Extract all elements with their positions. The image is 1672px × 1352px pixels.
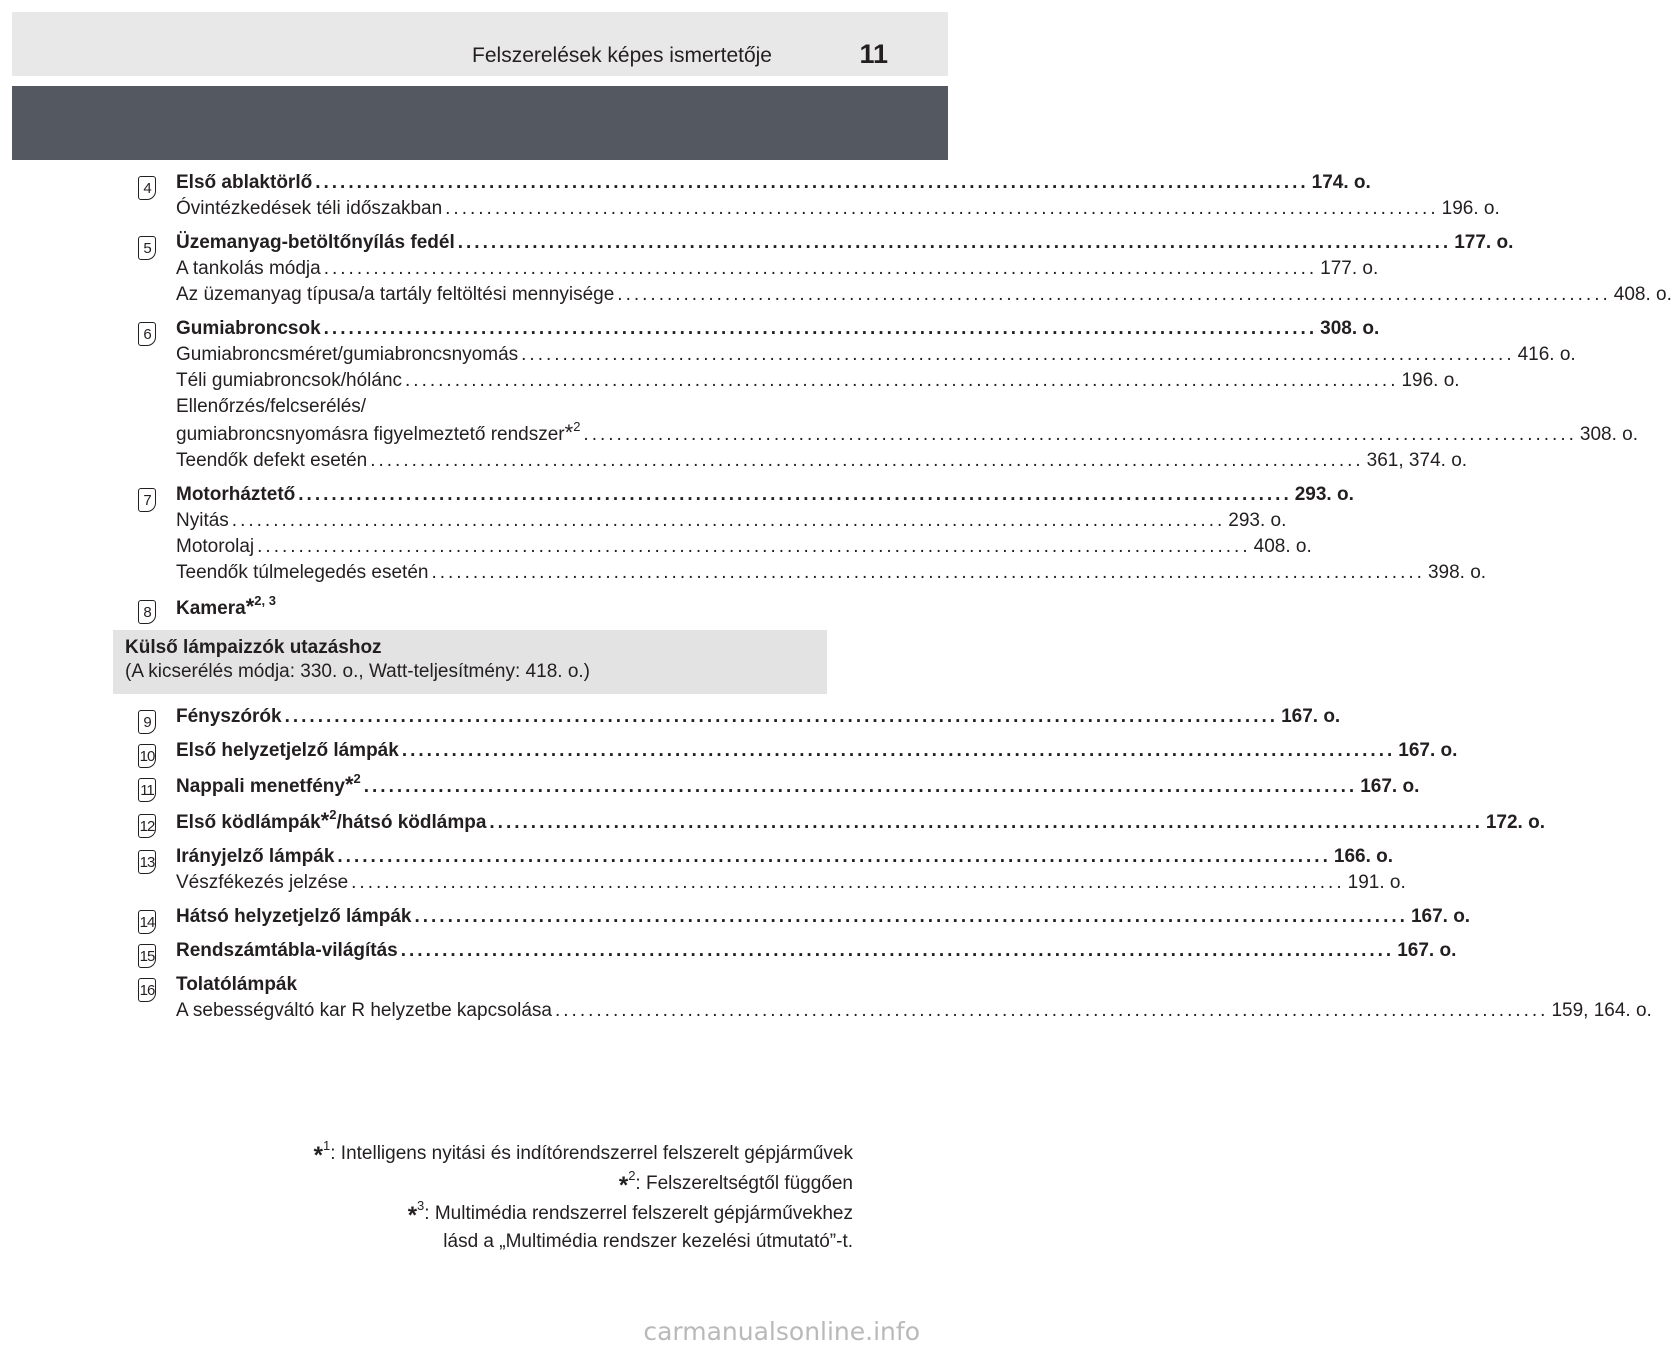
dot-leader: ........................................................................................................................ [323,318,1318,339]
entry-label-text: Első helyzetjelző lámpák [176,740,399,761]
page-reference: 361, 374. o. [1366,450,1468,471]
dot-leader: ........................................................................................................................ [257,536,1251,557]
footnote-line [314,1138,853,1168]
dot-leader: ........................................................................................................................ [445,198,1439,219]
footnote-ref: 2 [353,770,361,786]
list-entry [138,904,1471,931]
entry-heading [176,594,811,622]
dot-leader: ........................................................................................................................ [298,484,1292,505]
page-reference: 191. o. [1347,872,1406,893]
entry-label [176,420,580,448]
list-entry [138,844,1406,896]
entry-heading [176,770,1420,800]
entry-label-text: A sebességváltó kar R helyzetbe kapcsolása [176,1000,552,1021]
footnote-ref: 2, 3 [254,592,276,608]
entry-label-text: Vészfékezés jelzése [176,872,349,893]
footnote-ref: 2 [329,806,337,822]
entry-label [176,256,321,282]
entry-label-text: Első ködlámpák [176,812,321,833]
entry-label [176,368,402,394]
entry-label [176,170,312,196]
item-number-badge: 14 [138,910,156,934]
entry-label [176,904,411,930]
page-reference: 167. o. [1360,776,1420,797]
entry-heading [176,806,1546,836]
entry-subitem [176,368,1460,394]
page-reference: 159, 164. o. [1551,1000,1652,1021]
dot-leader: ........................................................................................................................ [401,740,1396,761]
dot-leader: ........................................................................................................................ [315,172,1309,193]
entry-label [176,230,455,256]
dot-leader: ........................................................................................................................ [521,344,1515,365]
entry-label [176,870,348,896]
entry-list-top [138,170,1672,622]
dot-leader: ........................................................................................................................ [555,1000,1549,1021]
entry-subitem [176,998,1652,1024]
entry-label-text: Nyitás [176,510,229,531]
page-reference: 408. o. [1253,536,1312,557]
item-number-badge: 4 [138,176,156,200]
entry-label-text: Üzemanyag-betöltőnyílás fedél [176,232,455,253]
entry-label-text: Ellenőrzés/felcserélés/ [176,396,367,417]
item-number-badge: 9 [138,710,156,734]
entry-heading [176,316,1380,342]
entry-label [176,772,361,800]
entry-heading [176,482,1354,508]
entry-heading [176,972,811,998]
footnote-star: * [313,1142,323,1169]
footnote-text: lásd a „Multimédia rendszer kezelési útmutató”-t. [443,1231,853,1252]
footnote-line [314,1168,853,1198]
list-entry [138,704,1341,731]
footnote-star: * [320,808,330,833]
item-number-badge: 7 [138,488,156,512]
entry-label [176,534,254,560]
footnote-mark: 1 [323,1137,331,1153]
item-number-badge: 6 [138,322,156,346]
dot-leader: ........................................................................................................................ [431,562,1425,583]
entry-subitem [176,394,811,420]
footnote-text: : Felszereltségtől függően [635,1173,853,1194]
entry-label-text: Rendszámtábla-világítás [176,940,398,961]
section-title: Külső lámpaizzók utazáshoz [125,637,382,658]
list-entry [138,482,1487,586]
page-reference: 172. o. [1485,812,1546,833]
entry-label-text: Teendők túlmelegedés esetén [176,562,429,583]
entry-heading [176,844,1394,870]
page-reference: 167. o. [1398,740,1458,761]
entry-subitem [176,196,1500,222]
entry-label-text: Az üzemanyag típusa/a tartály feltöltési mennyisége [176,284,615,305]
entry-label [176,938,398,964]
page-reference: 177. o. [1454,232,1514,253]
page-number: 11 [859,39,888,69]
entry-label-text: Teendők defekt esetén [176,450,368,471]
list-entry [138,738,1458,765]
list-entry [138,170,1500,222]
dot-leader: ........................................................................................................................ [400,940,1395,961]
section-box [113,630,827,694]
footnote-star: * [407,1202,418,1229]
footnote-line [314,1228,853,1256]
footnote-mark: 3 [417,1197,425,1213]
page-reference: 408. o. [1613,284,1672,305]
dot-leader: ........................................................................................................................ [323,258,1318,279]
dot-leader: ........................................................................................................................ [337,846,1331,867]
entry-label [176,396,366,417]
entry-label [176,448,367,474]
list-entry [138,594,828,622]
entry-label-text: A tankolás módja [176,258,321,279]
entry-label-text: Hátsó helyzetjelző lámpák [176,906,412,927]
page-reference: 293. o. [1228,510,1287,531]
entry-label-text: Kamera [176,598,246,619]
item-number-badge: 10 [138,744,156,768]
entry-label [176,844,334,870]
footnote-star: * [245,594,255,619]
entry-label-text: Gumiabroncsméret/gumiabroncsnyomás [176,344,519,365]
entry-heading [176,904,1471,930]
list-entry [138,806,1546,836]
header-dark-band [12,86,948,160]
entry-label [176,508,229,534]
page-reference: 416. o. [1517,344,1576,365]
entry-subitem [176,448,1468,474]
entry-label-text: gumiabroncsnyomásra figyelmeztető rendszer [176,424,565,445]
page-reference: 196. o. [1401,370,1460,391]
page-reference: 166. o. [1333,846,1394,867]
dot-leader: ........................................................................................................................ [370,450,1364,471]
page-reference: 293. o. [1294,484,1354,505]
footnote-mark: 2 [628,1167,636,1183]
entry-heading [176,230,1514,256]
entry-subitem [176,418,1638,448]
entry-label [176,316,321,342]
entry-label [176,808,486,836]
content [125,170,1672,1032]
entry-heading [176,738,1458,764]
entry-label-text: Nappali menetfény [176,776,345,797]
entry-label-suffix: /hátsó ködlámpa [336,812,487,833]
dot-leader: ........................................................................................................................ [363,776,1358,797]
footnote-text: : Intelligens nyitási és indítórendszerrel felszerelt gépjárművek [330,1143,853,1164]
entry-subitem [176,534,1312,560]
entry-label [176,560,428,586]
item-number-badge: 11 [138,778,156,802]
page-reference: 308. o. [1320,318,1380,339]
entry-label-text: Első ablaktörlő [176,172,313,193]
list-entry [138,230,1672,308]
watermark: carmanualsonline.info [643,1317,920,1346]
entry-label-text: Fényszórók [176,706,282,727]
page-reference: 196. o. [1441,198,1500,219]
entry-list-bottom [138,704,1652,1024]
entry-label-text: Motorolaj [176,536,255,557]
page-reference: 177. o. [1320,258,1379,279]
entry-subitem [176,282,1672,308]
list-entry [138,938,1457,965]
entry-subitem [176,256,1379,282]
dot-leader: ........................................................................................................................ [489,812,1483,833]
list-entry [138,770,1420,800]
footnote-star: * [564,420,574,445]
page-title: Felszerelések képes ismertetője [472,44,772,67]
item-number-badge: 5 [138,236,156,260]
page-reference: 398. o. [1427,562,1487,583]
entry-heading [176,938,1457,964]
entry-label [176,282,614,308]
footnote-text: : Multimédia rendszerrel felszerelt gépjárművekhez [424,1203,853,1224]
page-reference: 174. o. [1311,172,1371,193]
entry-label-text: Gumiabroncsok [176,318,321,339]
entry-label [176,342,518,368]
list-entry [138,316,1638,474]
item-number-badge: 13 [138,850,156,874]
entry-label-text: Téli gumiabroncsok/hólánc [176,370,403,391]
entry-subitem [176,342,1576,368]
list-entry [138,972,1652,1024]
footnote-star: * [344,772,354,797]
entry-heading [176,170,1371,196]
entry-label-text: Tolatólámpák [176,974,298,995]
entry-label-text: Motorháztető [176,484,296,505]
item-number-badge: 15 [138,944,156,968]
entry-label [176,196,442,222]
dot-leader: ........................................................................................................................ [457,232,1452,253]
item-number-badge: 16 [138,978,156,1002]
entry-label [176,482,295,508]
dot-leader: ........................................................................................................................ [351,872,1345,893]
entry-label [176,998,552,1024]
page-reference: 167. o. [1410,906,1471,927]
footnote-ref: 2 [573,418,581,434]
dot-leader: ........................................................................................................................ [414,906,1408,927]
entry-label [176,738,399,764]
section-subtitle: (A kicserélés módja: 330. o., Watt-teljesítmény: 418. o.) [125,661,590,682]
footnote-line [314,1198,853,1228]
entry-subitem [176,870,1406,896]
entry-subitem [176,560,1487,586]
page-reference: 167. o. [1281,706,1341,727]
entry-subitem [176,508,1287,534]
dot-leader: ........................................................................................................................ [617,284,1611,305]
item-number-badge: 8 [138,600,156,624]
page-reference: 167. o. [1397,940,1457,961]
dot-leader: ........................................................................................................................ [284,706,1279,727]
entry-label [176,974,297,995]
footnotes [314,1138,853,1256]
item-number-badge: 12 [138,814,156,838]
entry-label [176,592,276,619]
dot-leader: ........................................................................................................................ [583,424,1577,445]
entry-label-text: Irányjelző lámpák [176,846,335,867]
dot-leader: ........................................................................................................................ [405,370,1399,391]
entry-label-text: Óvintézkedések téli időszakban [176,198,443,219]
entry-heading [176,704,1341,730]
footnote-star: * [618,1172,629,1199]
entry-label [176,704,282,730]
page-reference: 308. o. [1579,424,1638,445]
dot-leader: ........................................................................................................................ [231,510,1226,531]
